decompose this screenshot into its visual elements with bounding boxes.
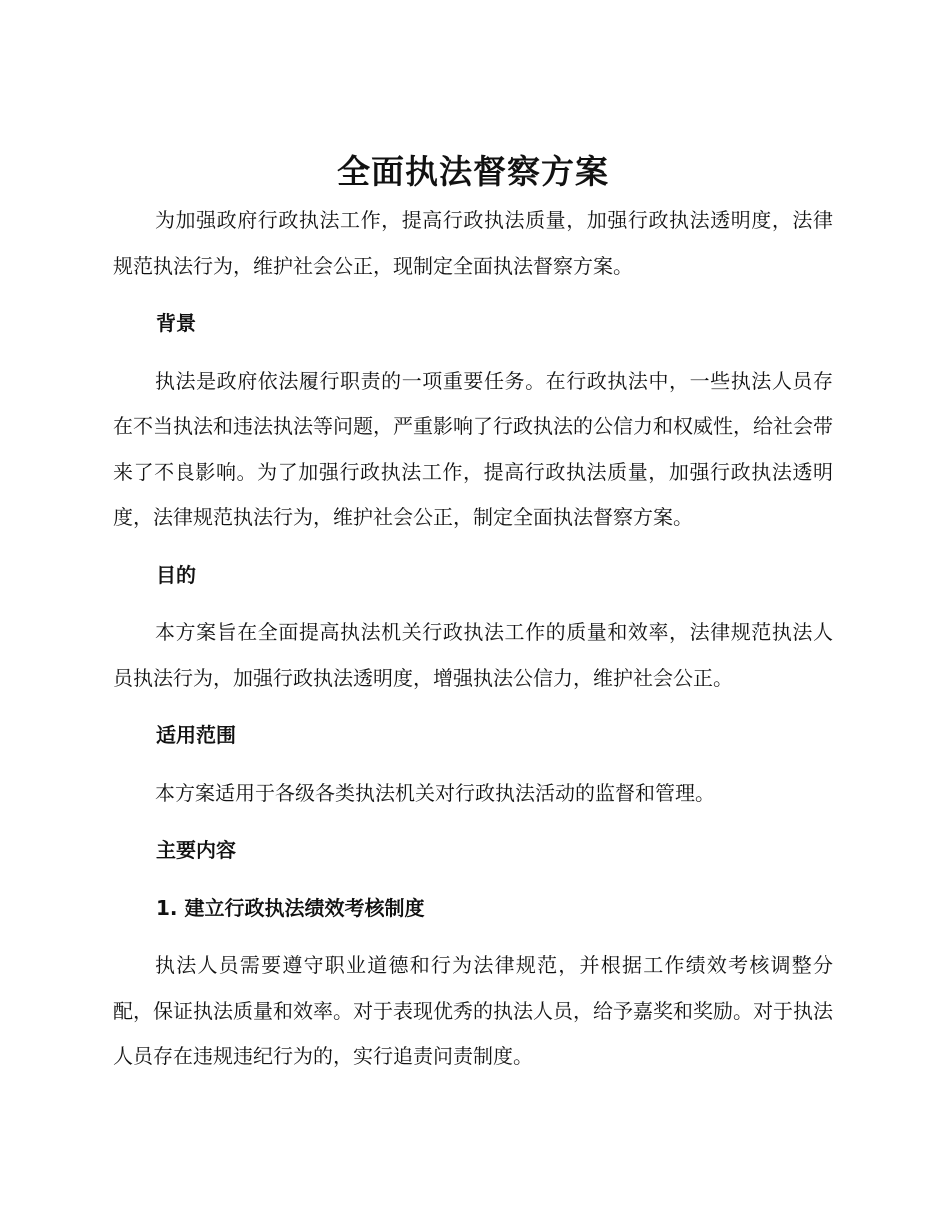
section-heading-main-content: 主要内容 xyxy=(156,838,236,862)
section-body-scope: 本方案适用于各级各类执法机关对行政执法活动的监督和管理。 xyxy=(155,780,715,805)
subsection-body-performance: 执法人员需要遵守职业道德和行为法律规范，并根据工作绩效考核调整分配，保证执法质量和效率。对于表现优秀的执法人员，给予嘉奖和奖励。对于执法人员存在违规违纪行为的，实行追责问责制度。 xyxy=(113,953,833,1068)
section-heading-scope: 适用范围 xyxy=(156,723,236,747)
section-body-purpose: 本方案旨在全面提高执法机关行政执法工作的质量和效率，法律规范执法人员执法行为，加强行政执法透明度，增强执法公信力，维护社会公正。 xyxy=(113,620,833,690)
section-heading-background: 背景 xyxy=(156,311,196,335)
intro-paragraph: 为加强政府行政执法工作，提高行政执法质量，加强行政执法透明度，法律规范执法行为，维护社会公正，现制定全面执法督察方案。 xyxy=(113,208,833,278)
section-body-background: 执法是政府依法履行职责的一项重要任务。在行政执法中，一些执法人员存在不当执法和违法执法等问题，严重影响了行政执法的公信力和权威性，给社会带来了不良影响。为了加强行政执法工作，提高行政执法质量，加强行政执法透明度，法律规范执法行为，维护社会公正，制定全面执法督察方案。 xyxy=(113,368,833,529)
subsection-heading-performance: 1. 建立行政执法绩效考核制度 xyxy=(156,895,425,920)
document-title: 全面执法督察方案 xyxy=(337,152,609,191)
document-content xyxy=(113,148,833,1080)
section-heading-purpose: 目的 xyxy=(156,562,196,587)
